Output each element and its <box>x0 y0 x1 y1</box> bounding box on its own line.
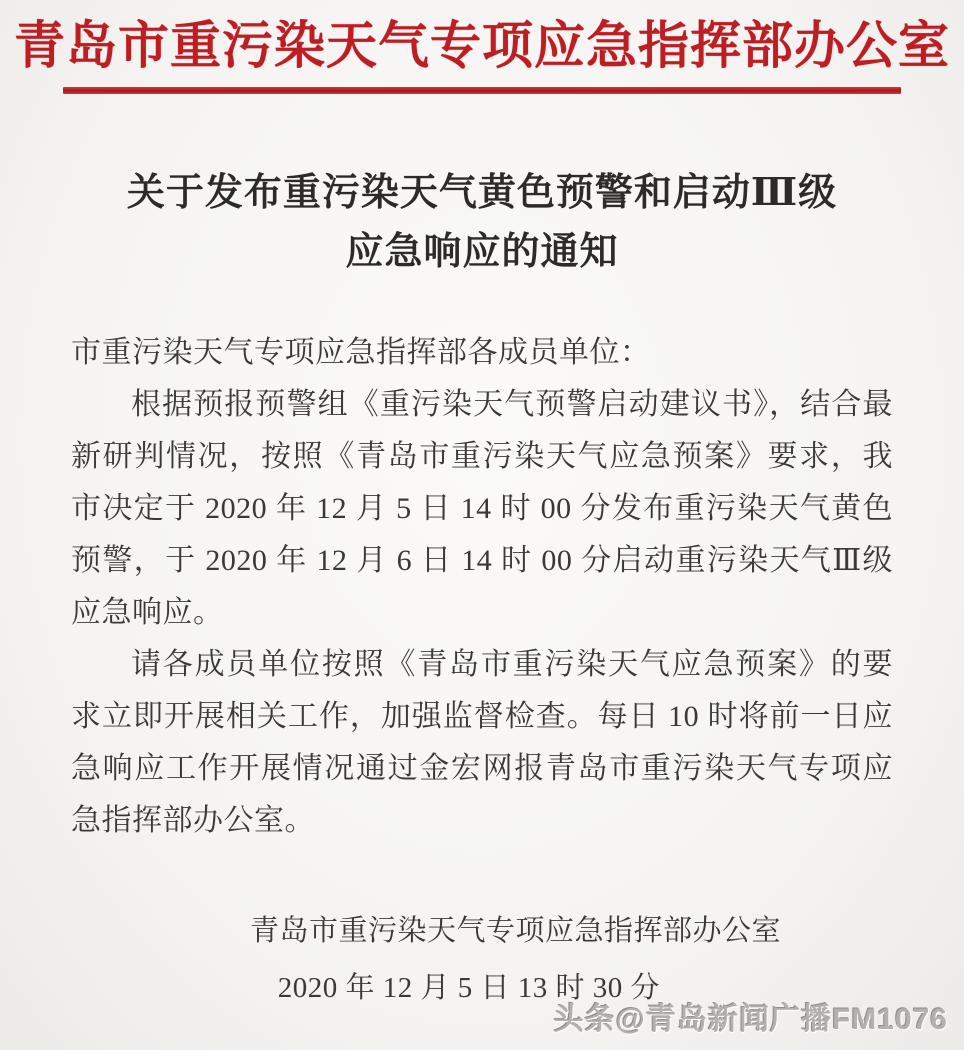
paragraph-2: 请各成员单位按照《青岛市重污染天气应急预案》的要求立即开展相关工作，加强监督检查。每日 10 时将前一日应急响应工作开展情况通过金宏网报青岛市重污染天气专项应急指挥部办公室。 <box>71 647 893 837</box>
signature-datetime: 2020 年 12 月 5 日 13 时 30 分 <box>277 971 660 1004</box>
letterhead-rule <box>63 87 901 94</box>
salutation: 市重污染天气专项应急指挥部各成员单位： <box>71 335 651 369</box>
letterhead-org-name: 青岛市重污染天气专项应急指挥部办公室 <box>13 19 950 75</box>
notice-title-line-1: 关于发布重污染天气黄色预警和启动Ⅲ级 <box>126 171 838 214</box>
notice-title-line-2: 应急响应的通知 <box>345 230 619 273</box>
letterhead <box>0 0 964 94</box>
toutiao-watermark: 头条@青岛新闻广播FM1076 <box>553 1003 948 1036</box>
signature-org-name: 青岛市重污染天气专项应急指挥部办公室 <box>249 914 781 947</box>
notice-body <box>71 327 893 1014</box>
paragraph-1: 根据预报预警组《重污染天气预警启动建议书》，结合最新研判情况，按照《青岛市重污染天气应急预案》要求，我市决定于 2020 年 12 月 5 日 14 时 00 分发布重污染天气黄色预警，于 2020 年 12 月 6 日 14 时 00 分启动重污染天气Ⅲ级应急响应。 <box>71 387 893 629</box>
notice-title <box>0 164 964 282</box>
